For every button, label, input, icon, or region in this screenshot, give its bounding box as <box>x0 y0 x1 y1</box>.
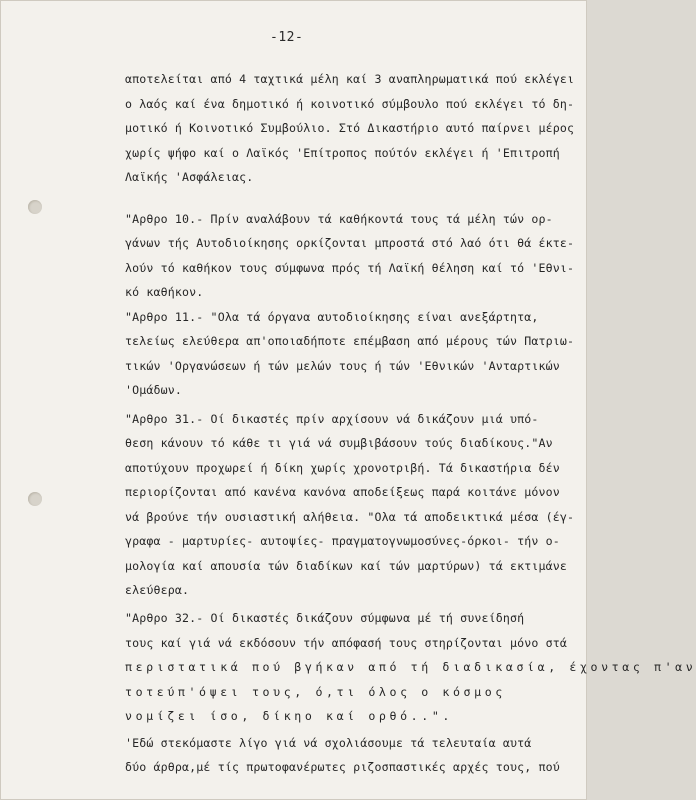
text-line: "Αρθρο 31.- Οί δικαστές πρίν αρχίσουν νά δικάζουν μιά υπό- <box>125 412 539 426</box>
punch-hole <box>28 200 42 214</box>
text-line: λούν τό καθήκον τους σύμφωνα πρός τή Λαϊκή θέληση καί τό 'Εθνι- <box>125 261 575 275</box>
text-line: 'Ομάδων. <box>125 383 183 397</box>
page-number: -12- <box>270 30 304 45</box>
text-line: αποτύχουν προχωρεί ή δίκη χωρίς χρονοτριβή. Τά δικαστήρια δέν <box>125 461 560 475</box>
text-line: "Αρθρο 11.- "Ολα τά όργανα αυτοδιοίκησης είναι ανεξάρτητα, <box>125 310 539 324</box>
text-line: τελείως ελεύθερα απ'οποιαδήποτε επέμβαση από μέρους τών Πατριω- <box>125 334 575 348</box>
text-line: περιστατικά πού βγήκαν από τή διαδικασία, έχοντας π'αν <box>125 660 696 674</box>
text-line: ελεύθερα. <box>125 583 190 597</box>
text-line: περιορίζονται από κανένα κανόνα αποδείξεως παρά κοιτάνε μόνον <box>125 485 560 499</box>
text-line: τους καί γιά νά εκδόσουν τήν απόφασή τους στηρίζονται μόνο στά <box>125 636 568 650</box>
text-line: χωρίς ψήφο καί ο Λαϊκός 'Επίτροπος πούτόν εκλέγει ή 'Επιτροπή <box>125 146 560 160</box>
text-line: ο λαός καί ένα δημοτικό ή κοινοτικό σύμβουλο πού εκλέγει τό δη- <box>125 97 575 111</box>
text-line: τικών 'Οργανώσεων ή τών μελών τους ή τών 'Εθνικών 'Ανταρτικών <box>125 359 560 373</box>
text-line: αποτελείται από 4 ταχτικά μέλη καί 3 αναπληρωματικά πού εκλέγει <box>125 72 575 86</box>
text-line: νά βρούνε τήν ουσιαστική αλήθεια. "Ολα τά αποδεικτικά μέσα (έγ- <box>125 510 575 524</box>
text-line: γραφα - μαρτυρίες- αυτοψίες- πραγματογνωμοσύνες-όρκοι- τήν ο- <box>125 534 560 548</box>
text-line: "Αρθρο 10.- Πρίν αναλάβουν τά καθήκοντά τους τά μέλη τών ορ- <box>125 212 553 226</box>
text-line: μολογία καί απουσία τών διαδίκων καί τών μαρτύρων) τά εκτιμάνε <box>125 559 568 573</box>
text-line: 'Εδώ στεκόμαστε λίγο γιά νά σχολιάσουμε τά τελευταία αυτά <box>125 736 532 750</box>
text-line: κό καθήκον. <box>125 285 204 299</box>
text-line: μοτικό ή Κοινοτικό Συμβούλιο. Στό Δικαστήριο αυτό παίρνει μέρος <box>125 121 575 135</box>
text-line: τοτεύπ'όψει τους, ό,τι όλος ο κόσμος <box>125 685 506 699</box>
punch-hole <box>28 492 42 506</box>
text-line: νομίζει ίσο, δίκηο καί ορθό..". <box>125 709 453 723</box>
text-line: γάνων τής Αυτοδιοίκησης ορκίζονται μπροστά στό λαό ότι θά έκτε- <box>125 236 575 250</box>
text-line: δύο άρθρα,μέ τίς πρωτοφανέρωτες ριζοσπαστικές αρχές τους, πού <box>125 760 560 774</box>
text-line: Λαϊκής 'Ασφάλειας. <box>125 170 254 184</box>
text-line: θεση κάνουν τό κάθε τι γιά νά συμβιβάσουν τούς διαδίκους."Αν <box>125 436 553 450</box>
text-line: "Αρθρο 32.- Οί δικαστές δικάζουν σύμφωνα μέ τή συνείδησή <box>125 611 525 625</box>
